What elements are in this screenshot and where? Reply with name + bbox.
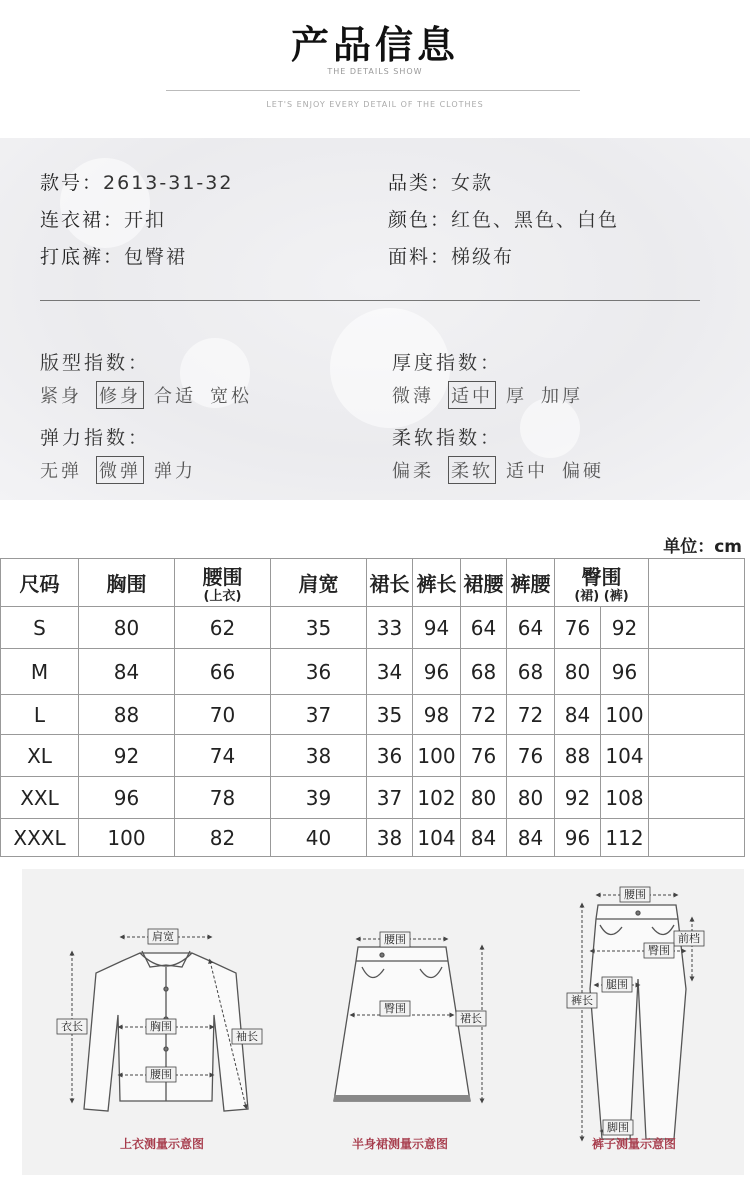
field-dress <box>40 205 166 232</box>
option-softish: 偏柔 <box>392 461 434 482</box>
option-moderate: 适中 <box>506 461 548 482</box>
header-hip-sub <box>555 590 648 604</box>
cell-pants-length: 100 <box>413 735 461 777</box>
cell-waist: 62 <box>175 607 271 649</box>
elasticity-index-options <box>40 456 210 484</box>
cell-chest: 92 <box>79 735 175 777</box>
cell-hip-pants: 112 <box>601 819 649 857</box>
option-extra-thick: 加厚 <box>541 386 583 407</box>
label-sleeve: 袖长 <box>236 1030 258 1043</box>
cell-shoulder: 36 <box>271 649 367 695</box>
field-label: 面料： <box>388 246 452 268</box>
cell-skirt-length: 36 <box>367 735 413 777</box>
cell-hip-skirt: 92 <box>555 777 601 819</box>
thickness-index-title: 厚度指数： <box>392 352 503 374</box>
label-skirt-waist: 腰围 <box>384 933 406 946</box>
field-value: 红色、黑色、白色 <box>451 209 620 231</box>
label-pants-waist: 腰围 <box>624 888 646 901</box>
pants-outline <box>590 905 686 1139</box>
option-thin: 微薄 <box>392 386 434 407</box>
cell-chest: 96 <box>79 777 175 819</box>
header-pants-waist: 裤腰 <box>507 559 555 607</box>
cell-skirt-waist: 80 <box>461 777 507 819</box>
cell-waist: 78 <box>175 777 271 819</box>
empty-cell <box>649 777 745 819</box>
cell-skirt-waist: 84 <box>461 819 507 857</box>
table-row <box>1 735 745 777</box>
field-label: 颜色： <box>388 209 452 231</box>
header-chest: 胸围 <box>79 559 175 607</box>
cell-skirt-length: 35 <box>367 695 413 735</box>
cell-skirt-waist: 68 <box>461 649 507 695</box>
header-hip-pants: (裤) <box>603 589 629 604</box>
field-label: 款号： <box>40 172 104 194</box>
option-tight: 紧身 <box>40 386 82 407</box>
field-value: 开扣 <box>124 209 167 231</box>
cell-size: M <box>1 649 79 695</box>
cell-hip-pants: 104 <box>601 735 649 777</box>
cell-size: L <box>1 695 79 735</box>
cell-skirt-length: 38 <box>367 819 413 857</box>
empty-cell <box>649 559 745 607</box>
fit-index-options <box>40 381 266 409</box>
option-thick: 厚 <box>506 386 527 407</box>
header-skirt-length: 裙长 <box>367 559 413 607</box>
cell-skirt-waist: 64 <box>461 607 507 649</box>
field-value: 2613-31-32 <box>103 172 234 194</box>
field-value: 梯级布 <box>451 246 515 268</box>
subtitle-details: THE DETAILS SHOW <box>327 67 423 76</box>
cell-pants-length: 96 <box>413 649 461 695</box>
cell-waist: 66 <box>175 649 271 695</box>
product-info-panel <box>0 138 750 500</box>
skirt-hem <box>334 1095 470 1101</box>
caption-shirt: 上衣测量示意图 <box>120 1137 205 1151</box>
cell-shoulder: 38 <box>271 735 367 777</box>
option-stiff: 偏硬 <box>562 461 604 482</box>
field-value: 女款 <box>451 172 494 194</box>
field-color <box>388 205 619 232</box>
cell-shoulder: 39 <box>271 777 367 819</box>
softness-index-options <box>392 456 618 484</box>
skirt-outline <box>334 947 470 1101</box>
cell-pants-length: 94 <box>413 607 461 649</box>
cell-chest: 80 <box>79 607 175 649</box>
cell-pants-waist: 84 <box>507 819 555 857</box>
cell-skirt-length: 33 <box>367 607 413 649</box>
option-soft-selected: 柔软 <box>448 456 496 484</box>
label-pants-hip: 臀围 <box>648 944 670 957</box>
empty-cell <box>649 819 745 857</box>
option-slight-stretch-selected: 微弹 <box>96 456 144 484</box>
cell-pants-length: 98 <box>413 695 461 735</box>
softness-index-title: 柔软指数： <box>392 427 503 449</box>
elasticity-index-title: 弹力指数： <box>40 427 151 449</box>
header-divider <box>166 90 580 91</box>
header-hip-label: 臀围 <box>581 565 622 589</box>
field-fabric <box>388 242 514 269</box>
label-chest: 胸围 <box>150 1020 172 1033</box>
cell-shoulder: 40 <box>271 819 367 857</box>
cell-size: S <box>1 607 79 649</box>
cell-waist: 70 <box>175 695 271 735</box>
cell-hip-pants: 108 <box>601 777 649 819</box>
cell-pants-length: 102 <box>413 777 461 819</box>
info-divider <box>40 300 700 301</box>
cell-pants-waist: 72 <box>507 695 555 735</box>
cell-skirt-waist: 76 <box>461 735 507 777</box>
field-label: 品类： <box>388 172 452 194</box>
label-skirt-hip: 臀围 <box>384 1002 406 1015</box>
cell-skirt-length: 37 <box>367 777 413 819</box>
table-header-row <box>1 559 745 607</box>
label-shoulder: 肩宽 <box>152 930 174 943</box>
table-row <box>1 695 745 735</box>
cell-chest: 88 <box>79 695 175 735</box>
table-row <box>1 819 745 857</box>
pants-diagram <box>590 905 686 1139</box>
thickness-index-options <box>392 381 597 409</box>
label-skirt-length: 裙长 <box>460 1012 482 1025</box>
cell-chest: 100 <box>79 819 175 857</box>
empty-cell <box>649 695 745 735</box>
empty-cell <box>649 607 745 649</box>
cell-hip-pants: 100 <box>601 695 649 735</box>
label-pants-thigh: 腿围 <box>606 978 628 991</box>
table-row <box>1 607 745 649</box>
empty-cell <box>649 735 745 777</box>
fit-index-title: 版型指数： <box>40 352 151 374</box>
cell-hip-skirt: 84 <box>555 695 601 735</box>
header-waist <box>175 559 271 607</box>
cell-hip-pants: 96 <box>601 649 649 695</box>
label-shirt-waist: 腰围 <box>150 1068 172 1081</box>
header-pants-length: 裤长 <box>413 559 461 607</box>
cell-pants-waist: 64 <box>507 607 555 649</box>
measurement-diagrams <box>22 869 744 1175</box>
cell-pants-waist: 80 <box>507 777 555 819</box>
cell-chest: 84 <box>79 649 175 695</box>
header-size: 尺码 <box>1 559 79 607</box>
caption-skirt: 半身裙测量示意图 <box>352 1137 449 1151</box>
option-regular: 合适 <box>154 386 196 407</box>
field-label: 连衣裙： <box>40 209 125 231</box>
label-shirt-length: 衣长 <box>61 1020 83 1033</box>
cell-size: XL <box>1 735 79 777</box>
header-waist-label: 腰围 <box>202 565 243 589</box>
cell-shoulder: 35 <box>271 607 367 649</box>
cell-size: XXL <box>1 777 79 819</box>
header-skirt-waist: 裙腰 <box>461 559 507 607</box>
field-leggings <box>40 242 187 269</box>
field-style-no <box>40 168 233 195</box>
label-pants-length: 裤长 <box>571 994 593 1007</box>
cell-waist: 82 <box>175 819 271 857</box>
cell-skirt-length: 34 <box>367 649 413 695</box>
cell-hip-skirt: 88 <box>555 735 601 777</box>
option-stretch: 弹力 <box>154 461 196 482</box>
size-table <box>0 558 745 857</box>
header <box>0 0 750 130</box>
label-pants-hem: 脚围 <box>607 1121 629 1134</box>
cell-pants-waist: 68 <box>507 649 555 695</box>
cell-skirt-waist: 72 <box>461 695 507 735</box>
page-title: 产品信息 <box>290 23 459 67</box>
unit-label: 单位：cm <box>663 537 742 557</box>
cell-pants-length: 104 <box>413 819 461 857</box>
header-waist-sub: (上衣) <box>203 589 242 604</box>
cell-hip-skirt: 80 <box>555 649 601 695</box>
label-pants-rise: 前档 <box>678 932 700 945</box>
table-row <box>1 777 745 819</box>
cell-hip-pants: 92 <box>601 607 649 649</box>
subtitle-enjoy: LET'S ENJOY EVERY DETAIL OF THE CLOTHES <box>266 100 484 109</box>
empty-cell <box>649 649 745 695</box>
cell-pants-waist: 76 <box>507 735 555 777</box>
table-row <box>1 649 745 695</box>
header-shoulder: 肩宽 <box>271 559 367 607</box>
option-medium-selected: 适中 <box>448 381 496 409</box>
header-hip-skirt: (裙) <box>574 589 600 604</box>
option-loose: 宽松 <box>210 386 252 407</box>
measurement-illustration <box>22 869 744 1175</box>
cell-size: XXXL <box>1 819 79 857</box>
cell-shoulder: 37 <box>271 695 367 735</box>
header-hip <box>555 559 649 607</box>
field-label: 打底裤： <box>40 246 125 268</box>
table-body <box>1 607 745 857</box>
cell-hip-skirt: 76 <box>555 607 601 649</box>
caption-pants: 裤子测量示意图 <box>592 1137 677 1151</box>
field-category <box>388 168 493 195</box>
cell-waist: 74 <box>175 735 271 777</box>
skirt-diagram <box>334 947 470 1101</box>
cell-hip-skirt: 96 <box>555 819 601 857</box>
option-slim-selected: 修身 <box>96 381 144 409</box>
field-value: 包臀裙 <box>124 246 188 268</box>
option-no-stretch: 无弹 <box>40 461 82 482</box>
